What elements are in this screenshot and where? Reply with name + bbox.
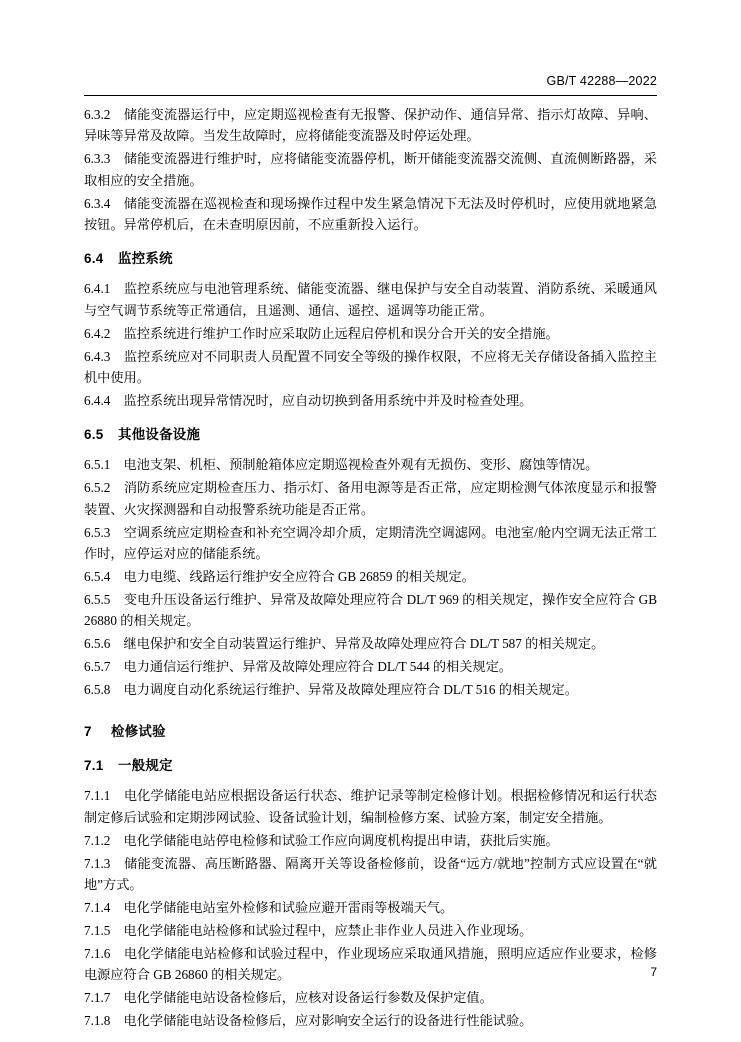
- section-heading: [84, 756, 657, 776]
- body-paragraph: 7.1.6 电化学储能电站检修和试验过程中，作业现场应采取通风措施，照明应适应作业要求，检修电源应符合 GB 26860 的相关规定。: [84, 945, 657, 983]
- body-paragraph: 6.3.4 储能变流器在巡视检查和现场操作过程中发生紧急情况下无法及时停机时，应使用就地紧急按钮。异常停机后，在未查明原因前，不应重新投入运行。: [84, 195, 657, 233]
- body-paragraph: 6.5.3 空调系统应定期检查和补充空调冷却介质，定期清洗空调滤网。电池室/舱内空调无法正常工作时，应停运对应的储能系统。: [84, 524, 657, 561]
- heading-number: 7: [84, 724, 92, 740]
- document-body: [84, 104, 657, 1033]
- body-paragraph: 6.5.5 变电升压设备运行维护、异常及故障处理应符合 DL/T 969 的相关规定，操作安全应符合 GB 26880 的相关规定。: [84, 591, 657, 629]
- body-paragraph: 6.4.1 监控系统应与电池管理系统、储能变流器、继电保护与安全自动装置、消防系统、采暖通风与空气调节系统等正常通信，且遥测、通信、遥控、遥调等功能正常。: [84, 281, 657, 318]
- body-paragraph: 6.3.3 储能变流器进行维护时，应将储能变流器停机，断开储能变流器交流侧、直流侧断路器，采取相应的安全措施。: [84, 151, 657, 188]
- chapter-heading: [84, 722, 657, 742]
- body-paragraph: 7.1.1 电化学储能电站应根据设备运行状态、维护记录等制定检修计划。根据检修情况和运行状态制定修后试验和定期涉网试验、设备试验计划，编制检修方案、试验方案，制定安全措施。: [84, 788, 657, 825]
- body-paragraph: 6.5.8 电力调度自动化系统运行维护、异常及故障处理应符合 DL/T 516 的相关规定。: [84, 681, 578, 697]
- heading-title: 其他设备设施: [118, 427, 201, 443]
- heading-title: 监控系统: [118, 251, 173, 267]
- header-divider: [84, 95, 657, 96]
- heading-number: 7.1: [84, 758, 104, 774]
- heading-number: 6.4: [84, 251, 104, 267]
- body-paragraph: 6.4.4 监控系统出现异常情况时，应自动切换到备用系统中并及时检查处理。: [84, 392, 533, 408]
- section-heading: [84, 249, 657, 269]
- body-paragraph: 7.1.8 电化学储能电站设备检修后，应对影响安全运行的设备进行性能试验。: [84, 1012, 533, 1028]
- body-paragraph: 6.3.2 储能变流器运行中，应定期巡视检查有无报警、保护动作、通信异常、指示灯故障、异响、异味等异常及故障。当发生故障时，应将储能变流器及时停运处理。: [84, 107, 657, 144]
- body-paragraph: 7.1.2 电化学储能电站停电检修和试验工作应向调度机构提出申请，获批后实施。: [84, 832, 559, 848]
- heading-title: 检修试验: [111, 724, 166, 740]
- body-paragraph: 7.1.5 电化学储能电站检修和试验过程中，应禁止非作业人员进入作业现场。: [84, 922, 533, 938]
- body-paragraph: 6.4.3 监控系统应对不同职责人员配置不同安全等级的操作权限，不应将无关存储设备插入监控主机中使用。: [84, 348, 657, 386]
- body-paragraph: 6.5.1 电池支架、机柜、预制舱箱体应定期巡视检查外观有无损伤、变形、腐蚀等情况。: [84, 457, 599, 473]
- heading-title: 一般规定: [118, 758, 173, 774]
- standard-code: GB/T 42288—2022: [546, 74, 657, 88]
- body-paragraph: 6.5.2 消防系统应定期检查压力、指示灯、备用电源等是否正常，应定期检测气体浓度显示和报警装置、火灾探测器和自动报警系统功能是否正常。: [84, 480, 657, 517]
- body-paragraph: 7.1.4 电化学储能电站室外检修和试验应避开雷雨等极端天气。: [84, 899, 454, 915]
- body-paragraph: 6.5.4 电力电缆、线路运行维护安全应符合 GB 26859 的相关规定。: [84, 568, 475, 584]
- body-paragraph: 7.1.3 储能变流器、高压断路器、隔离开关等设备检修前，设备“远方/就地”控制方式应设置在“就地”方式。: [84, 855, 657, 892]
- section-heading: [84, 425, 657, 445]
- page-header: [84, 74, 657, 96]
- page-number: 7: [650, 965, 657, 979]
- body-paragraph: 6.5.6 继电保护和安全自动装置运行维护、异常及故障处理应符合 DL/T 587 的相关规定。: [84, 636, 605, 652]
- heading-number: 6.5: [84, 427, 104, 443]
- body-paragraph: 7.1.7 电化学储能电站设备检修后，应核对设备运行参数及保护定值。: [84, 990, 493, 1005]
- body-paragraph: 6.5.7 电力通信运行维护、异常及故障处理应符合 DL/T 544 的相关规定。: [84, 659, 512, 675]
- body-paragraph: 6.4.2 监控系统进行维护工作时应采取防止远程启停机和误分合开关的安全措施。: [84, 325, 559, 341]
